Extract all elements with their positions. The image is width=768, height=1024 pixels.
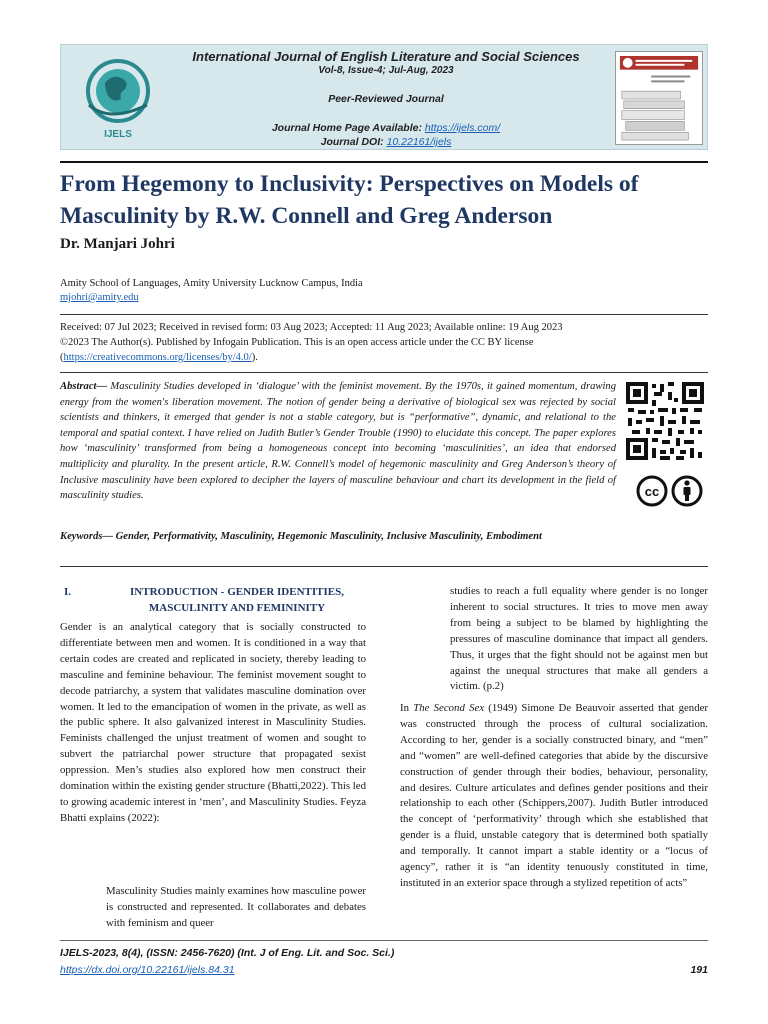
abstract-text: Masculinity Studies developed in ‘dialogue’ with the feminist movement. By the 1970s, it gained momentum, drawing energy from the women's liberation movement. The notion of gender being a derivative of biological sex was rejected by social scientists and thinkers, it emerged that gender is not a stable category, but is “performative”, dynamic, and relational to the temporal and spatial context. I have relied on Judith Butler’s Gender Trouble (1990) to elucidate this concept. The paper explores how ‘masculinity’ transformed from being a homogeneous concept into becoming ‘masculinities’, an idea that endorsed multiplicity and plurality. In the present article, R.W. Connell’s model of hegemonic masculinity and Greg Anderson’s theory of Inclusive masculinity have been explored to decipher the layers of masculine behaviour and chart its development in the field of masculinity studies.: [60, 381, 616, 502]
keywords-label: Keywords—: [60, 531, 113, 542]
quote-text: Masculinity Studies mainly examines how masculine power is constructed and represented. It collaborates and debates with feminism and queer: [106, 885, 366, 929]
header-divider: [60, 161, 708, 163]
footer-doi-link[interactable]: https://dx.doi.org/10.22161/ijels.84.31: [60, 964, 235, 976]
abstract: [60, 379, 616, 504]
keywords-list: Gender, Performativity, Masculinity, Hegemonic Masculinity, Inclusive Masculinity, Embodiment: [112, 531, 542, 542]
license-link[interactable]: https://creativecommons.org/licenses/by/4.0/: [63, 352, 252, 363]
author-affiliation: Amity School of Languages, Amity University Lucknow Campus, India: [60, 278, 363, 289]
doi-link[interactable]: 10.22161/ijels: [386, 136, 452, 148]
page-number: 191: [690, 964, 708, 976]
section-number: I.: [64, 586, 72, 598]
journal-title: International Journal of English Literature and Social Sciences: [192, 49, 580, 64]
journal-header: [60, 44, 708, 150]
body-paragraph-right: [400, 701, 708, 892]
block-quote-left: [106, 884, 366, 932]
journal-cover-image-icon: [615, 51, 703, 145]
divider: [60, 372, 708, 373]
doi-label: Journal DOI:: [320, 136, 387, 148]
author-email-link[interactable]: mjohri@amity.edu: [60, 292, 139, 303]
quote-text: studies to reach a full equality where gender is no longer inherent to social structures. It tries to move men away from being a subject to be blamed by highlighting the pressures of masculine dominance that impact all genders. Thus, it urges that the fight should not be against men but against the unequal structures that make all genders a victim. (p.2): [450, 585, 708, 693]
section-title: INTRODUCTION - GENDER IDENTITIES, MASCULINITY AND FEMININITY: [130, 586, 344, 614]
body-paragraph-left: [60, 620, 366, 827]
copyright-notice: ©2023 The Author(s). Published by Infogain Publication. This is an open access article under the CC BY license: [60, 337, 534, 348]
paragraph-text: In The Second Sex (1949) Simone De Beauvoir asserted that gender was constructed through the process of cultural socialization. According to her, gender is a socially constructed binary, and “men” and “women” are well-defined categories that abide by the discursive construction of gender through their bodies, behaviour, personality, and desires. Culture articulates and defines gender positions and their relationship to each other (Schippers,2007). Judith Butler introduced the concept of ‘performativity’ through which she established that gender is a fluid, unstable category that is determined both spatially and temporally. It cannot impart a stable identity or a “locus of agency”, rather it is “an identity tenuously constituted in time, instituted in an exterior space through a stylized repetition of acts”: [400, 702, 708, 889]
journal-homepage: [171, 122, 601, 134]
author-name: Dr. Manjari Johri: [60, 236, 175, 252]
book-title: The Second Sex: [413, 702, 485, 714]
keywords: [60, 529, 616, 545]
received-dates: Received: 07 Jul 2023; Received in revised form: 03 Aug 2023; Accepted: 11 Aug 2023; Available online: 19 Aug 2023: [60, 322, 563, 333]
qr-code-icon[interactable]: [624, 380, 706, 462]
creative-commons-by-icon[interactable]: [636, 474, 704, 508]
footer-divider: [60, 940, 708, 941]
publication-history: [60, 320, 708, 365]
abstract-label: Abstract—: [60, 381, 108, 392]
ijels-logo-icon: [73, 53, 163, 143]
block-quote-right: [450, 584, 708, 695]
peer-reviewed-label: Peer-Reviewed Journal: [328, 93, 444, 105]
homepage-link[interactable]: https://ijels.com/: [424, 122, 501, 134]
journal-volume: Vol-8, Issue-4; Jul-Aug, 2023: [318, 65, 454, 76]
homepage-label: Journal Home Page Available:: [271, 122, 425, 134]
license-line: (https://creativecommons.org/licenses/by/4.0/).: [60, 352, 258, 363]
paragraph-text: Gender is an analytical category that is socially constructed to differentiate between men and women. It is conditioned in a way that certain codes are created and replicated in society, thereby leading to masculine and feminine behaviour. The feminist movement sought to decode patriarchy, a system that validates masculine domination over women. It led to the emancipation of women in the private, as well as the public sphere. It also galvanized interest in Masculinity Studies. Feminists challenged the unjust treatment of women and sought to subvert the patriarchal power structure that propagated sexist oppression. Men’s studies also explored how men construct their domination within the existing gender structure (Bhatti,2022). This led to growing academic interest in ‘men’, and Masculinity Studies. Feyza Bhatti explains (2022):: [60, 621, 366, 824]
article-title: From Hegemony to Inclusivity: Perspectives on Models of Masculinity by R.W. Connell and Greg Anderson: [60, 171, 639, 229]
svg-text:cc: cc: [644, 484, 660, 499]
svg-text:IJELS: IJELS: [104, 129, 132, 140]
journal-doi: [171, 136, 601, 148]
divider: [60, 566, 708, 567]
footer-citation: IJELS-2023, 8(4), (ISSN: 2456-7620) (Int. J of Eng. Lit. and Soc. Sci.): [60, 947, 395, 959]
divider: [60, 314, 708, 315]
